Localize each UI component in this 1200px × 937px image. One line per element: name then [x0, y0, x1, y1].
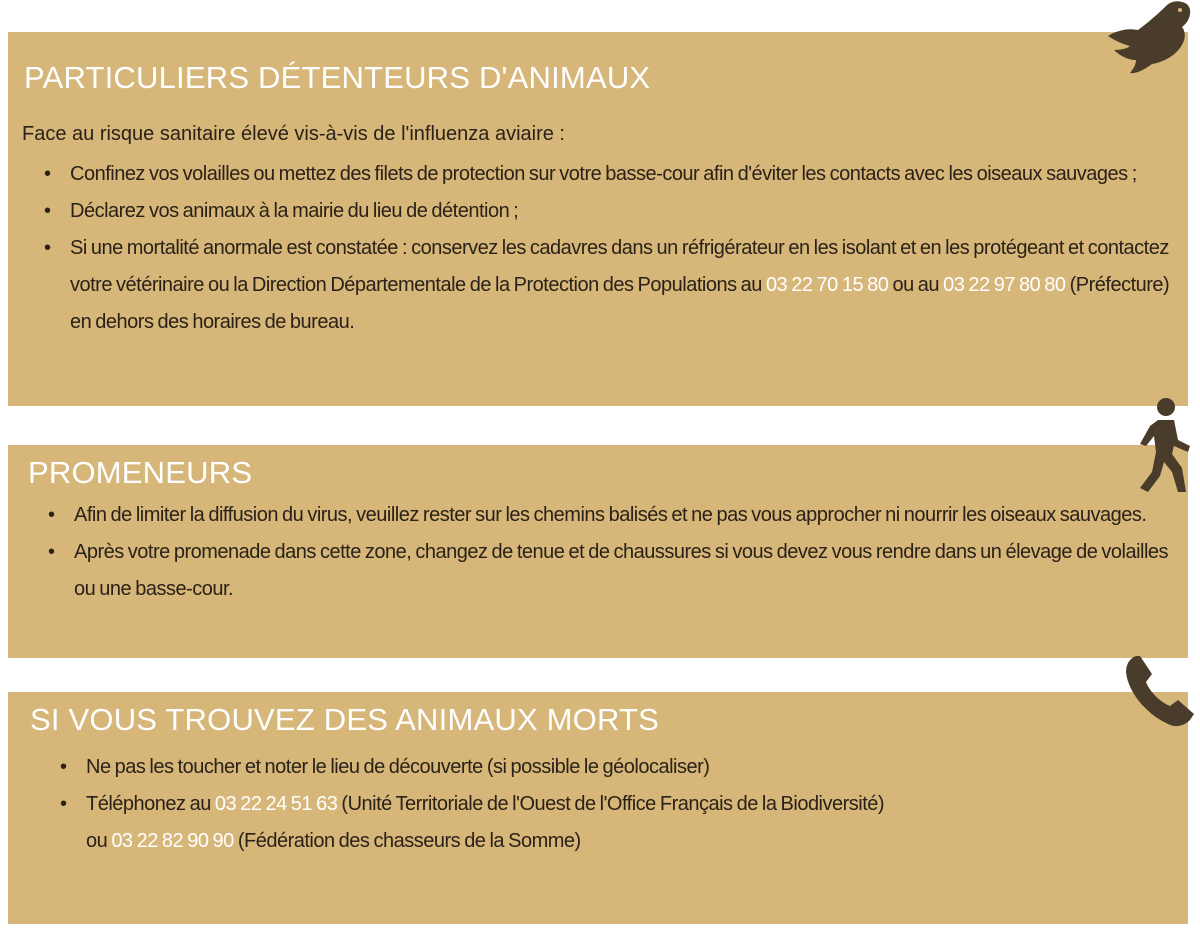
owners-panel — [8, 32, 1188, 406]
ofb-phone: 03 22 24 51 63 — [214, 793, 338, 815]
fdc-label: (Fédération des chasseurs de la Somme) — [237, 830, 581, 852]
walkers-bullet-change: • Après votre promenade dans cette zone, changez de tenue et de chaussures si vous devez vous rendre dans un élevage de volailles ou une basse-cour. — [74, 534, 1174, 608]
dead-bullet-call — [86, 786, 1166, 860]
walking-person-icon — [1128, 396, 1198, 496]
owners-bullet-declare: • Déclarez vos animaux à la mairie du lieu de détention ; — [70, 193, 1175, 230]
walkers-bullet-paths: • Afin de limiter la diffusion du virus, veuillez rester sur les chemins balisés et ne pas vous approcher ni nourrir les oiseaux sauvages. — [74, 497, 1174, 534]
owners-intro: Face au risque sanitaire élevé vis-à-vis de l'influenza aviaire : — [22, 123, 565, 145]
ddpp-phone: 03 22 70 15 80 — [765, 274, 889, 296]
mortality-end: (Préfecture) en dehors des horaires de bureau. — [70, 274, 1170, 333]
dead-bullet-touch: • Ne pas les toucher et noter le lieu de découverte (si possible le géolocaliser) — [86, 749, 1166, 786]
dove-icon — [1100, 0, 1195, 75]
call-or: ou — [86, 830, 108, 852]
owners-title: PARTICULIERS DÉTENTEURS D'ANIMAUX — [24, 60, 651, 95]
dead-animals-title: SI VOUS TROUVEZ DES ANIMAUX MORTS — [30, 702, 660, 737]
owners-bullet-confine: • Confinez vos volailles ou mettez des filets de protection sur votre basse-cour afin d'éviter les contacts avec les oiseaux sauvages ; — [70, 156, 1175, 193]
walkers-list — [74, 497, 1174, 608]
phone-icon — [1122, 652, 1198, 732]
dead-animals-panel — [8, 692, 1188, 924]
owners-list — [70, 156, 1175, 341]
mortality-text: Si une mortalité anormale est constatée : conservez les cadavres dans un réfrigérateur en les isolant et en les protégeant et contactez votre vétérinaire ou la Direction Départementale de la Protection des Populations au — [70, 237, 1169, 296]
call-text: Téléphonez au — [86, 793, 211, 815]
ofb-label: (Unité Territoriale de l'Ouest de l'Office Français de la Biodiversité) — [341, 793, 885, 815]
walkers-panel — [8, 445, 1188, 658]
prefecture-phone: 03 22 97 80 80 — [943, 274, 1066, 296]
owners-bullet-mortality — [70, 230, 1175, 341]
mortality-or: ou au — [892, 274, 940, 296]
walkers-title: PROMENEURS — [28, 455, 253, 490]
dead-animals-list — [86, 749, 1166, 860]
fdc-phone: 03 22 82 90 90 — [111, 830, 234, 852]
